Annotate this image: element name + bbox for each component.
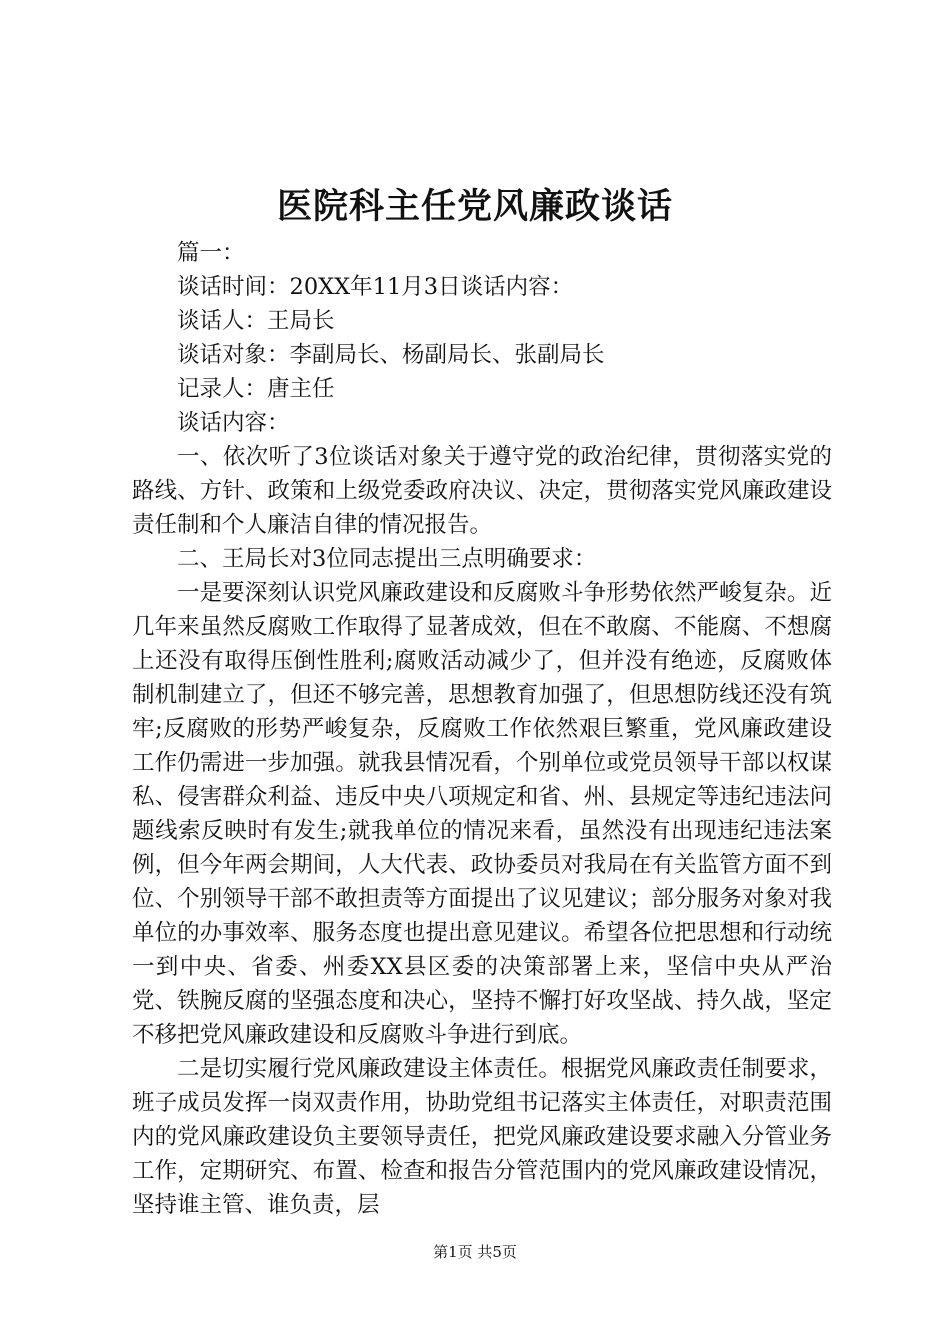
paragraph-talker: 谈话人：王局长 (177, 308, 335, 334)
paragraph-section-label: 篇一： (177, 240, 245, 266)
paragraph-talk-content-label: 谈话内容： (177, 410, 290, 436)
paragraph-talk-targets: 谈话对象：李副局长、杨副局长、张副局长 (177, 342, 605, 368)
document-body (132, 236, 832, 1222)
paragraph-talk-time: 谈话时间：20XX年11月3日谈话内容： (177, 274, 574, 300)
paragraph-item-two: 二、王局长对3位同志提出三点明确要求： (177, 546, 597, 572)
paragraph-item-one: 一、依次听了3位谈话对象关于遵守党的政治纪律，贯彻落实党的路线、方针、政策和上级党委政府决议、决定，贯彻落实党风廉政建设责任制和个人廉洁自律的情况报告。 (132, 444, 832, 538)
document-title: 医院科主任党风廉政谈话 (276, 186, 673, 227)
paragraph-recorder: 记录人：唐主任 (177, 376, 335, 402)
page-footer: 第1页 共5页 (433, 1243, 517, 1261)
paragraph-requirement-two: 二是切实履行党风廉政建设主体责任。根据党风廉政责任制要求，班子成员发挥一岗双责作用，协助党组书记落实主体责任，对职责范围内的党风廉政建设负主要领导责任，把党风廉政建设要求融入分管业务工作，定期研究、布置、检查和报告分管范围内的党风廉政建设情况，坚持谁主管、谁负责，层 (132, 1056, 832, 1218)
paragraph-requirement-one: 一是要深刻认识党风廉政建设和反腐败斗争形势依然严峻复杂。近几年来虽然反腐败工作取得了显著成效，但在不敢腐、不能腐、不想腐上还没有取得压倒性胜利;腐败活动减少了，但并没有绝迹，反腐败体制机制建立了，但还不够完善，思想教育加强了，但思想防线还没有筑牢;反腐败的形势严峻复杂，反腐败工作依然艰巨繁重，党风廉政建设工作仍需进一步加强。就我县情况看，个别单位或党员领导干部以权谋私、侵害群众利益、违反中央八项规定和省、州、县规定等违纪违法问题线索反映时有发生;就我单位的情况来看，虽然没有出现违纪违法案例，但今年两会期间，人大代表、政协委员对我局在有关监管方面不到位、个别领导干部不敢担责等方面提出了议见建议；部分服务对象对我单位的办事效率、服务态度也提出意见建议。希望各位把思想和行动统一到中央、省委、州委XX县区委的决策部署上来，坚信中央从严治党、铁腕反腐的坚强态度和决心，坚持不懈打好攻坚战、持久战，坚定不移把党风廉政建设和反腐败斗争进行到底。 (132, 580, 832, 1048)
